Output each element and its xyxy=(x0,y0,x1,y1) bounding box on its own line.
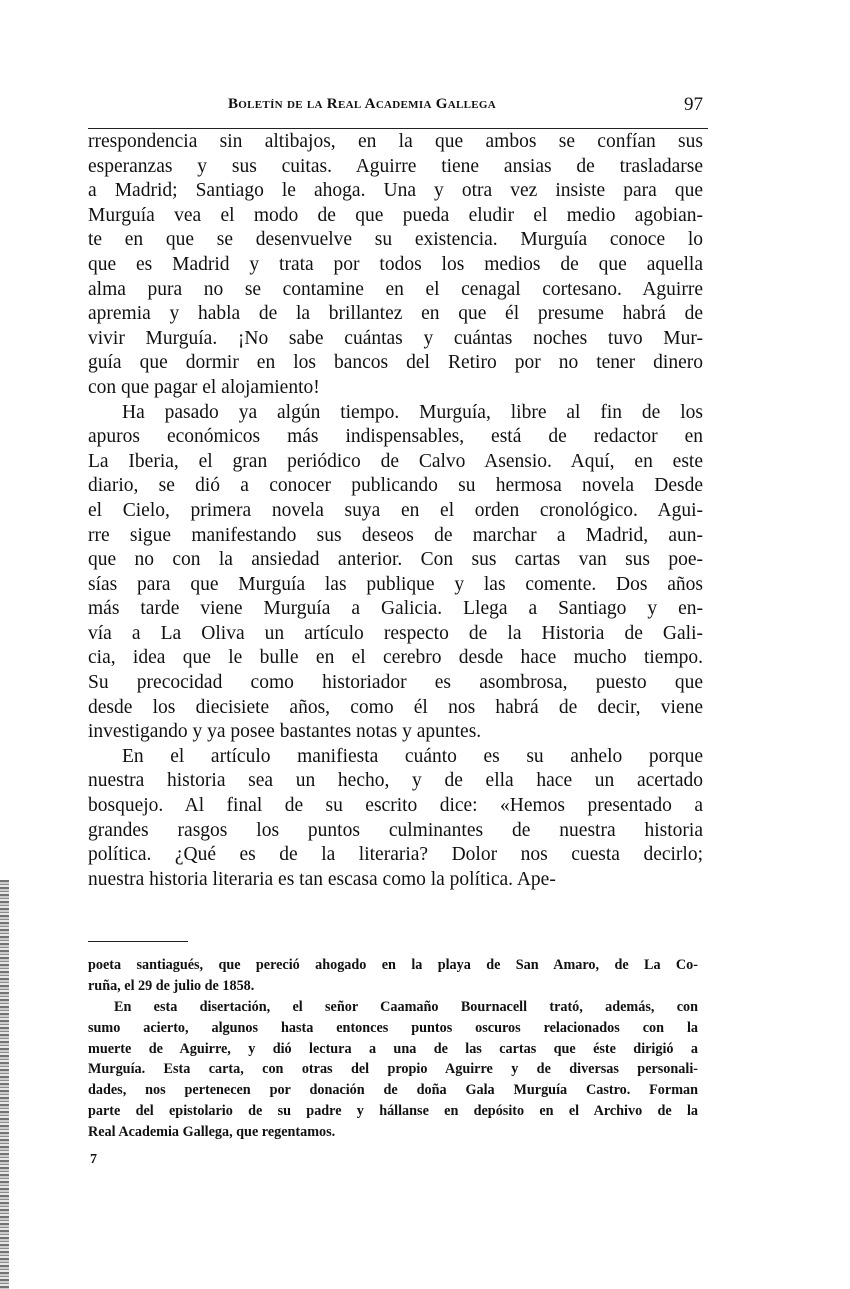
paragraph xyxy=(88,745,703,893)
text-line: dades, nos pertenecen por donación de doña Gala Murguía Castro. Forman xyxy=(88,1082,698,1099)
text-line: nuestra historia literaria es tan escasa como la política. Ape- xyxy=(88,868,556,890)
text-line: rre sigue manifestando sus deseos de marchar a Madrid, aun- xyxy=(88,524,703,546)
text-line: diario, se dió a conocer publicando su hermosa novela Desde xyxy=(88,475,703,497)
text-line: esperanzas y sus cuitas. Aguirre tiene ansias de trasladarse xyxy=(88,155,703,177)
text-line: política. ¿Qué es de la literaria? Dolor nos cuesta decirlo; xyxy=(88,844,703,866)
text-line: vivir Murguía. ¡No sabe cuántas y cuántas noches tuvo Mur- xyxy=(88,327,703,349)
text-line: rrespondencia sin altibajos, en la que ambos se confían sus xyxy=(88,131,703,152)
text-line: La Iberia, el gran periódico de Calvo Asensio. Aquí, en este xyxy=(88,450,703,472)
page-number: 97 xyxy=(684,94,703,115)
journal-title: Boletín de la Real Academia Gallega xyxy=(228,96,496,112)
text-line: que es Madrid y trata por todos los medios de que aquella xyxy=(88,253,703,275)
text-line: parte del epistolario de su padre y hállanse en depósito en el Archivo de la xyxy=(88,1103,698,1120)
text-line: apuros económicos más indispensables, está de redactor en xyxy=(88,426,703,448)
header-rule xyxy=(88,128,708,129)
text-line: guía que dormir en los bancos del Retiro por no tener dinero xyxy=(88,352,703,374)
text-line: En esta disertación, el señor Caamaño Bournacell trató, además, con xyxy=(114,998,698,1015)
text-line: grandes rasgos los puntos culminantes de nuestra historia xyxy=(88,819,703,841)
text-line: a Madrid; Santiago le ahoga. Una y otra vez insiste para que xyxy=(88,180,703,202)
text-line: que no con la ansiedad anterior. Con sus cartas van sus poe- xyxy=(88,549,703,571)
text-line: ruña, el 29 de julio de 1858. xyxy=(88,977,255,994)
text-line: poeta santiagués, que pereció ahogado en la playa de San Amaro, de La Co- xyxy=(88,957,698,973)
text-line: bosquejo. Al final de su escrito dice: «Hemos presentado a xyxy=(88,795,703,817)
body-text xyxy=(88,130,703,892)
footnote-rule xyxy=(88,941,188,942)
paragraph xyxy=(88,401,703,745)
paragraph xyxy=(88,130,703,401)
text-line: Su precocidad como historiador es asombrosa, puesto que xyxy=(88,672,703,694)
text-line: investigando y ya posee bastantes notas y apuntes. xyxy=(88,721,482,743)
text-line: sumo acierto, algunos hasta entonces puntos oscuros relacionados con la xyxy=(88,1019,698,1036)
text-line: apremia y habla de la brillantez en que él presume habrá de xyxy=(88,303,703,325)
text-line: el Cielo, primera novela suya en el orden cronológico. Agui- xyxy=(88,499,703,521)
text-line: con que pagar el alojamiento! xyxy=(88,376,320,398)
text-line: cia, idea que le bulle en el cerebro desde hace mucho tiempo. xyxy=(88,647,703,669)
text-line: Murguía. Esta carta, con otras del propio Aguirre y de diversas personali- xyxy=(88,1061,698,1078)
text-line: vía a La Oliva un artículo respecto de la Historia de Gali- xyxy=(88,622,703,644)
scan-edge-noise xyxy=(0,880,9,1289)
paragraph xyxy=(88,997,698,1143)
signature-mark: 7 xyxy=(90,1152,97,1167)
text-line: alma pura no se contamine en el cenagal cortesano. Aguirre xyxy=(88,278,703,300)
footnotes xyxy=(88,955,698,1143)
text-line: Murguía vea el modo de que pueda eludir el medio agobian- xyxy=(88,204,703,226)
paragraph xyxy=(88,955,698,997)
text-line: nuestra historia sea un hecho, y de ella hace un acertado xyxy=(88,770,703,792)
text-line: Ha pasado ya algún tiempo. Murguía, libre al fin de los xyxy=(122,401,703,423)
text-line: más tarde viene Murguía a Galicia. Llega a Santiago y en- xyxy=(88,598,703,620)
text-line: te en que se desenvuelve su existencia. Murguía conoce lo xyxy=(88,229,703,251)
text-line: Real Academia Gallega, que regentamos. xyxy=(88,1124,336,1141)
text-line: muerte de Aguirre, y dió lectura a una de las cartas que éste dirigió a xyxy=(88,1040,698,1057)
running-header xyxy=(88,96,703,120)
text-line: sías para que Murguía las publique y las comente. Dos años xyxy=(88,573,703,595)
text-line: desde los diecisiete años, como él nos habrá de decir, viene xyxy=(88,696,703,718)
text-line: En el artículo manifiesta cuánto es su anhelo porque xyxy=(122,745,703,767)
